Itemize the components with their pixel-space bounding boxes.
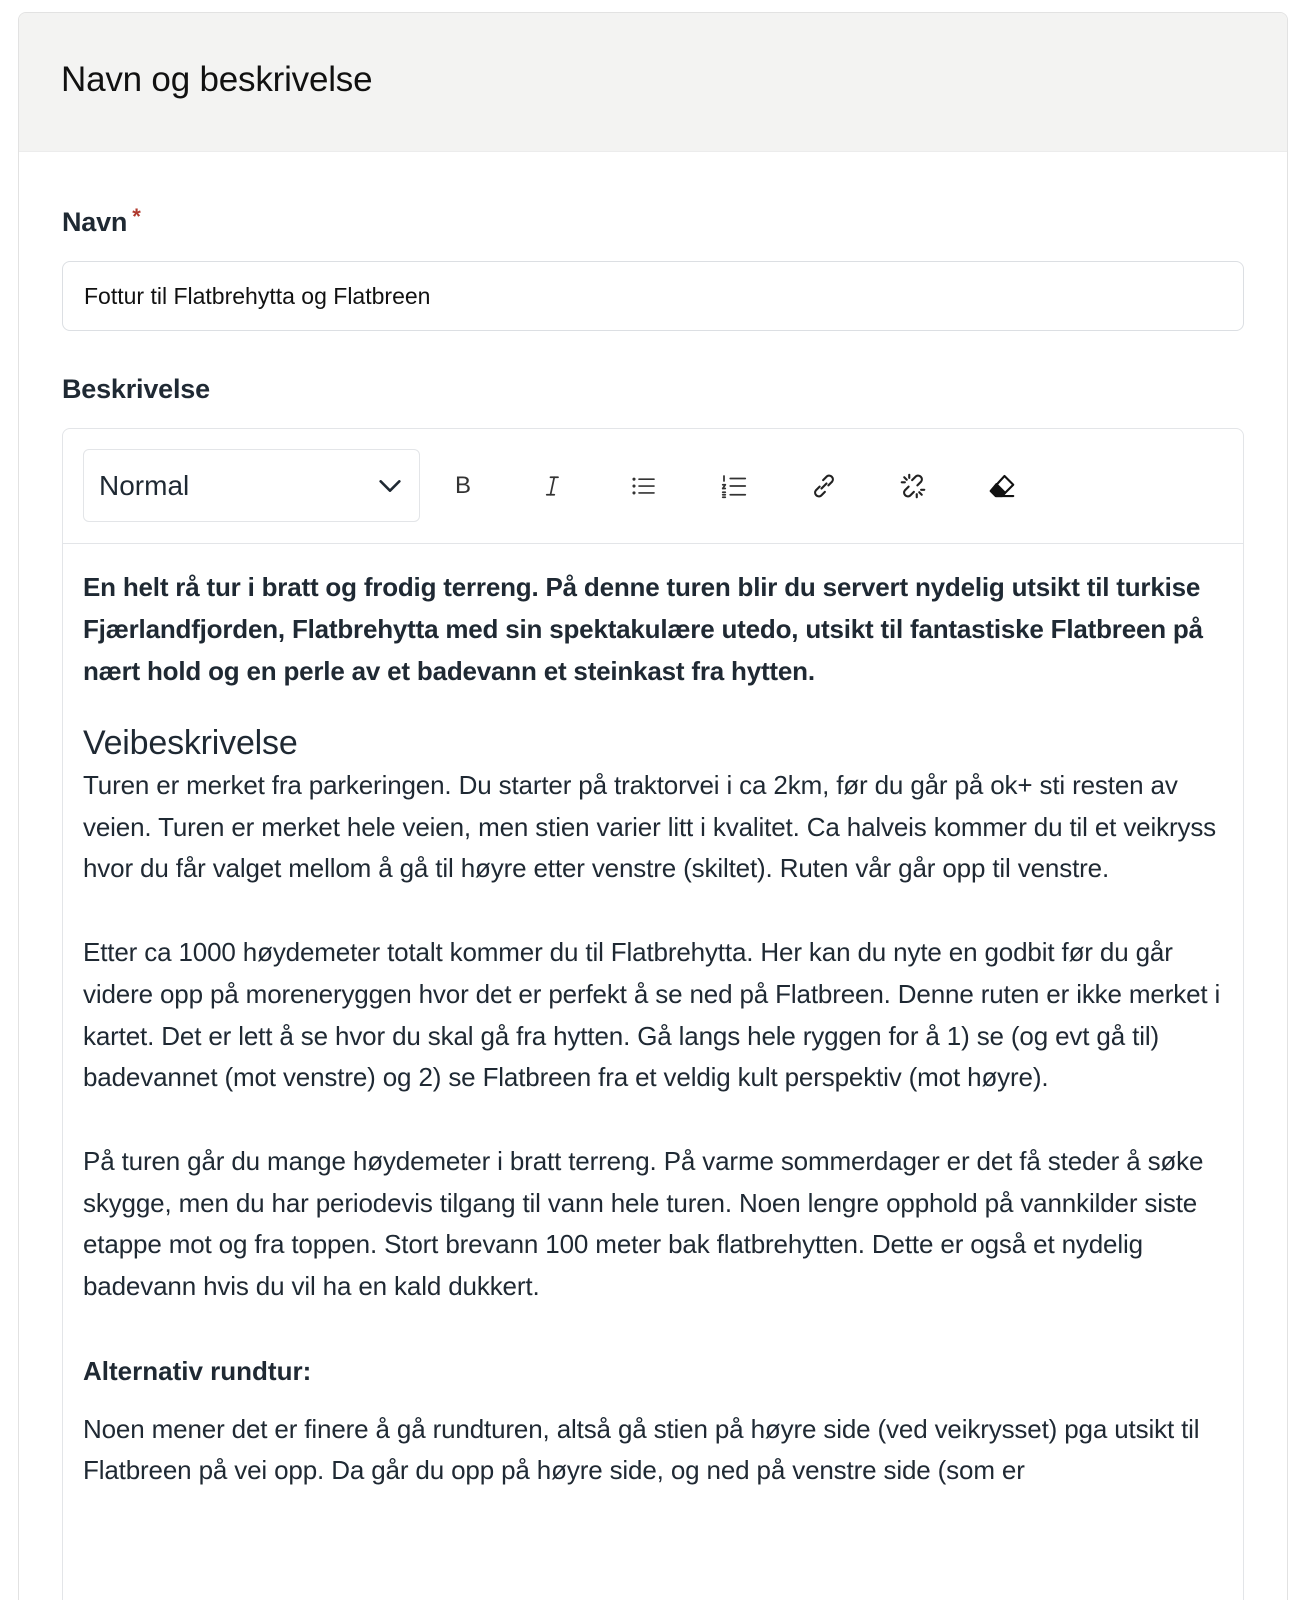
editor-content[interactable] bbox=[63, 544, 1243, 1492]
italic-icon bbox=[538, 471, 568, 501]
format-select-value: Normal bbox=[99, 469, 190, 501]
name-label-text: Navn bbox=[62, 207, 128, 237]
chevron-down-icon bbox=[376, 472, 404, 500]
bold-icon: B bbox=[454, 472, 471, 499]
paragraph: Turen er merket fra parkeringen. Du starter på traktorvei i ca 2km, før du går på ok+ sti resten av veien. Turen er merket hele veien, men stien varier litt i kvalitet. Ca halveis kommer du til et veikryss hvor du får valget mellom å gå til høyre etter venstre (skiltet). Ruten vår går opp til venstre. bbox=[83, 770, 1217, 884]
editor-toolbar bbox=[63, 429, 1243, 544]
paragraph: På turen går du mange høydemeter i bratt terreng. På varme sommerdager er det få steder å søke skygge, men du har periodevis tilgang til vann hele turen. Noen lengre opphold på vannkilder siste etappe mot og fra toppen. Stort brevann 100 meter bak flatbrehytten. Dette er også et nydelig badevann hvis du vil ha en kald dukkert. bbox=[83, 1145, 1204, 1302]
alternative-route-heading: Alternativ rundtur: bbox=[83, 1355, 312, 1386]
bold-button[interactable] bbox=[442, 465, 484, 507]
bullet-list-button[interactable] bbox=[623, 465, 665, 507]
rich-text-editor bbox=[62, 428, 1244, 1600]
link-button[interactable] bbox=[803, 465, 845, 507]
name-field-label bbox=[62, 204, 141, 238]
eraser-icon bbox=[987, 471, 1017, 501]
required-marker: * bbox=[132, 204, 141, 229]
intro-paragraph: En helt rå tur i bratt og frodig terreng. På denne turen blir du servert nydelig utsikt til turkise Fjærlandfjorden, Flatbrehytta med sin spektakulære utedo, utsikt til fantastiske Flatbreen på nært hold og en perle av et badevann et steinkast fra hytten. bbox=[83, 572, 1203, 686]
unlink-icon bbox=[898, 471, 928, 501]
format-select[interactable] bbox=[83, 449, 420, 522]
bullet-list-icon bbox=[629, 471, 659, 501]
unlink-button[interactable] bbox=[892, 465, 934, 507]
clear-format-button[interactable] bbox=[981, 465, 1023, 507]
link-icon bbox=[809, 471, 839, 501]
paragraph: Noen mener det er finere å gå rundturen, altså gå stien på høyre side (ved veikrysset) pga utsikt til Flatbreen på vei opp. Da går du opp på høyre side, og ned på venstre side (som er bbox=[83, 1413, 1200, 1486]
card-title: Navn og beskrivelse bbox=[61, 60, 373, 99]
numbered-list-button[interactable] bbox=[713, 465, 755, 507]
name-description-card bbox=[18, 12, 1288, 1600]
paragraph: Etter ca 1000 høydemeter totalt kommer du til Flatbrehytta. Her kan du nyte en godbit før du går videre opp på moreneryggen hvor det er perfekt å se ned på Flatbreen. Denne ruten er ikke merket i kartet. Det er lett å se hvor du skal gå fra hytten. Gå langs hele ryggen for å 1) se (og evt gå til) badevannet (mot venstre) og 2) se Flatbreen fra et veldig kult perspektiv (mot høyre). bbox=[83, 937, 1221, 1093]
description-field-label: Beskrivelse bbox=[62, 374, 210, 404]
numbered-list-icon bbox=[719, 471, 749, 501]
card-header bbox=[19, 13, 1287, 152]
route-heading: Veibeskrivelse bbox=[83, 724, 298, 762]
italic-button[interactable] bbox=[532, 465, 574, 507]
name-input[interactable] bbox=[62, 261, 1244, 331]
